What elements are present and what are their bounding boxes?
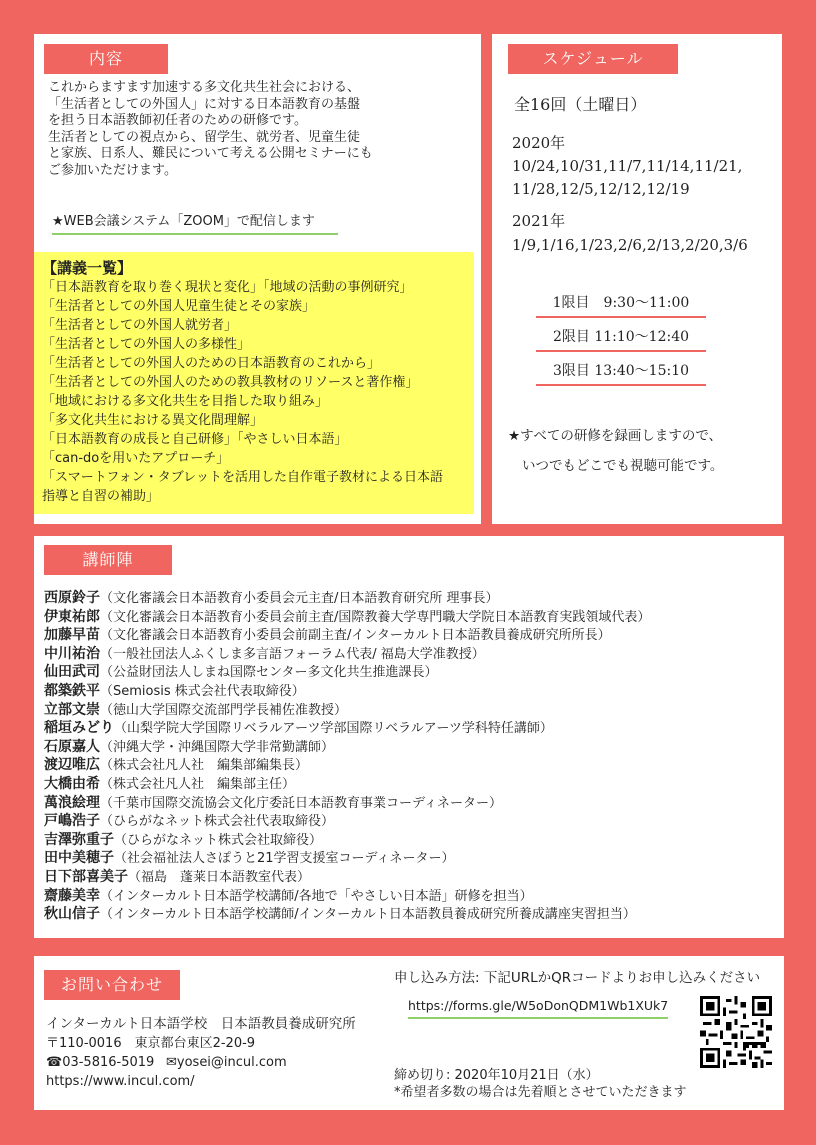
- period-3: 3限目 13:40～15:10: [536, 356, 706, 386]
- lecture-item: 「地域における多文化共生を目指した取り組み」: [42, 394, 329, 409]
- lecturer-affiliation: （文化審議会日本語教育小委員会前副主査/インターカルト日本語教員養成研究所所長）: [100, 628, 611, 644]
- lecturer-name: 日下部喜美子: [44, 869, 128, 885]
- lecturer-name: 中川祐治: [44, 645, 100, 662]
- lecturer-affiliation: （ひらがなネット株式会社取締役）: [114, 832, 323, 848]
- schedule-dates-2021: 1/9,1/16,1/23,2/6,2/13,2/20,3/6: [512, 236, 748, 254]
- lecturer-row: [44, 682, 305, 701]
- lecture-item: 「生活者としての外国人就労者」: [42, 318, 238, 333]
- lecturer-name: 秋山信子: [44, 906, 100, 923]
- contact-email[interactable]: ✉yosei@incul.com: [166, 1055, 287, 1070]
- lecturer-row: [44, 794, 502, 813]
- lecturer-row: [44, 756, 308, 775]
- lecture-list-title: 【講義一覧】: [42, 259, 133, 277]
- zoom-note: ★WEB会議システム「ZOOM」で配信します: [52, 214, 338, 235]
- lecture-item: 「日本語教育を取り巻く現状と変化」「地域の活動の事例研究」: [42, 280, 413, 295]
- deadline: 締め切り: 2020年10月21日（水）: [394, 1068, 599, 1083]
- lecturer-row: [44, 905, 636, 924]
- lecturer-row: [44, 701, 347, 720]
- lecturer-name: 齋藤美幸: [44, 887, 100, 904]
- lecturer-affiliation: （Semiosis 株式会社代表取締役）: [100, 684, 305, 699]
- lecture-item: 「日本語教育の成長と自己研修」「やさしい日本語」: [42, 432, 348, 447]
- lecturer-affiliation: （沖縄大学・沖縄国際大学非常勤講師）: [100, 739, 335, 755]
- lecturer-name: 仙田武司: [44, 664, 100, 681]
- recording-note-1: ★すべての研修を録画しますので、: [508, 428, 723, 444]
- lecturer-affiliation: （社会福祉法人さぽうと21学習支援室コーディネーター）: [114, 851, 455, 867]
- lecture-list-box: [34, 252, 474, 514]
- lecturer-affiliation: （株式会社凡人社 編集部編集長）: [100, 758, 309, 774]
- lecturer-name: 石原嘉人: [44, 738, 100, 755]
- period-2: 2限目 11:10～12:40: [536, 322, 706, 352]
- lecturer-affiliation: （株式会社凡人社 編集部主任）: [100, 777, 296, 792]
- content-line: ご参加いただけます。: [48, 162, 177, 178]
- application-form-link[interactable]: https://forms.gle/W5oDonQDM1Wb1XUk7: [408, 998, 668, 1019]
- lecturer-name: 都築鉄平: [44, 683, 100, 699]
- lecturer-name: 大橋由希: [44, 776, 100, 792]
- lecturer-row: [44, 626, 611, 645]
- lecturer-name: 加藤早苗: [44, 627, 100, 644]
- contact-org: インターカルト日本語学校 日本語教員養成研究所: [46, 1016, 356, 1032]
- recording-note-2: いつでもどこでも視聴可能です。: [522, 458, 724, 474]
- schedule-total: 全16回（土曜日）: [514, 95, 647, 114]
- lecturer-name: 稲垣みどり: [44, 720, 114, 737]
- lecturer-name: 渡辺唯広: [44, 757, 100, 774]
- content-tag: 内容: [44, 44, 168, 74]
- lecturer-affiliation: （ひらがなネット株式会社代表取締役）: [100, 814, 335, 830]
- lecture-item: 指導と自習の補助」: [42, 489, 160, 504]
- lecturer-row: [44, 812, 334, 831]
- lecture-item: 「多文化共生における異文化間理解」: [42, 413, 264, 428]
- apply-method: 申し込み方法: 下記URLかQRコードよりお申し込みください: [394, 970, 761, 986]
- contact-tag: お問い合わせ: [44, 970, 180, 1000]
- lecturer-row: [44, 738, 334, 757]
- contact-website[interactable]: https://www.incul.com/: [46, 1074, 195, 1089]
- lecturer-affiliation: （一般社団法人ふくしま多言語フォーラム代表/ 福島大学准教授）: [100, 646, 485, 662]
- content-line: と家族、日系人、難民について考える公開セミナーにも: [48, 146, 373, 161]
- lecturer-affiliation: （福島 蓬莱日本語教室代表）: [128, 870, 311, 885]
- lecturers-tag: 講師陣: [44, 545, 172, 575]
- contact-phone: ☎03-5816-5019: [46, 1055, 155, 1070]
- schedule-dates-2020-a: 10/24,10/31,11/7,11/14,11/21,: [512, 157, 743, 175]
- lecture-item: 「生活者としての外国人のための日本語教育のこれから」: [42, 356, 381, 371]
- deadline-note: *希望者多数の場合は先着順とさせていただきます: [394, 1085, 687, 1100]
- lecture-item: 「can-doを用いたアプローチ」: [42, 451, 230, 466]
- schedule-year-2021: 2021年: [512, 212, 566, 230]
- lecturer-affiliation: （千葉市国際交流協会文化庁委託日本語教育事業コーディネーター）: [100, 795, 502, 811]
- lecturer-row: [44, 887, 533, 906]
- lecturer-row: [44, 719, 553, 738]
- lecturer-affiliation: （山梨学院大学国際リベラルアーツ学部国際リベラルアーツ学科特任講師）: [114, 721, 553, 737]
- content-line: 「生活者としての外国人」に対する日本語教育の基盤: [48, 96, 361, 112]
- lecturer-row: [44, 589, 499, 608]
- content-line: を担う日本語教師初任者のための研修です。: [48, 113, 307, 128]
- contact-address: 〒110-0016 東京都台東区2-20-9: [46, 1036, 256, 1051]
- lecturer-affiliation: （インターカルト日本語学校講師/インターカルト日本語教員養成研究所養成講座実習担当）: [100, 907, 636, 923]
- lecturer-name: 伊東祐郎: [44, 608, 100, 625]
- content-line: これからますます加速する多文化共生社会における、: [48, 80, 361, 95]
- lecturer-row: [44, 608, 650, 627]
- lecturer-affiliation: （インターカルト日本語学校講師/各地で「やさしい日本語」研修を担当）: [100, 888, 533, 904]
- schedule-year-2020: 2020年: [512, 134, 566, 152]
- lecture-item: 「生活者としての外国人児童生徒とその家族」: [42, 299, 316, 314]
- lecturer-affiliation: （文化審議会日本語教育小委員会元主査/日本語教育研究所 理事長）: [100, 591, 499, 606]
- lecturer-row: [44, 868, 310, 887]
- lecturer-row: [44, 645, 485, 664]
- lecturer-name: 立部文崇: [44, 701, 100, 718]
- lecturer-name: 西原鈴子: [44, 590, 100, 606]
- lecturer-row: [44, 831, 322, 850]
- lecturer-name: 吉澤弥重子: [44, 831, 114, 848]
- lecturer-name: 萬浪絵理: [44, 794, 100, 811]
- lecturer-row: [44, 663, 437, 682]
- content-line: 生活者としての視点から、留学生、就労者、児童生徒: [48, 129, 361, 145]
- lecture-item: 「生活者としての外国人のための教具教材のリソースと著作権」: [42, 375, 419, 390]
- lecturer-affiliation: （文化審議会日本語教育小委員会前主査/国際教養大学専門職大学院日本語教育実践領域代表）: [100, 609, 651, 625]
- lecture-item: 「スマートフォン・タブレットを活用した自作電子教材による日本語: [42, 470, 444, 485]
- lecturer-affiliation: （公益財団法人しまね国際センター多文化共生推進課長）: [100, 665, 438, 681]
- lecturer-row: [44, 849, 455, 868]
- lecturer-name: 戸嶋浩子: [44, 813, 100, 830]
- lecturer-name: 田中美穂子: [44, 850, 114, 867]
- lecturer-row: [44, 775, 295, 794]
- schedule-dates-2020-b: 11/28,12/5,12/12,12/19: [512, 180, 690, 198]
- schedule-tag: スケジュール: [508, 44, 678, 74]
- lecturer-affiliation: （徳山大学国際交流部門学長補佐准教授）: [100, 702, 348, 718]
- lecture-item: 「生活者としての外国人の多様性」: [42, 337, 251, 352]
- period-1: 1限目 9:30～11:00: [536, 288, 706, 318]
- application-qr-code[interactable]: [700, 996, 772, 1068]
